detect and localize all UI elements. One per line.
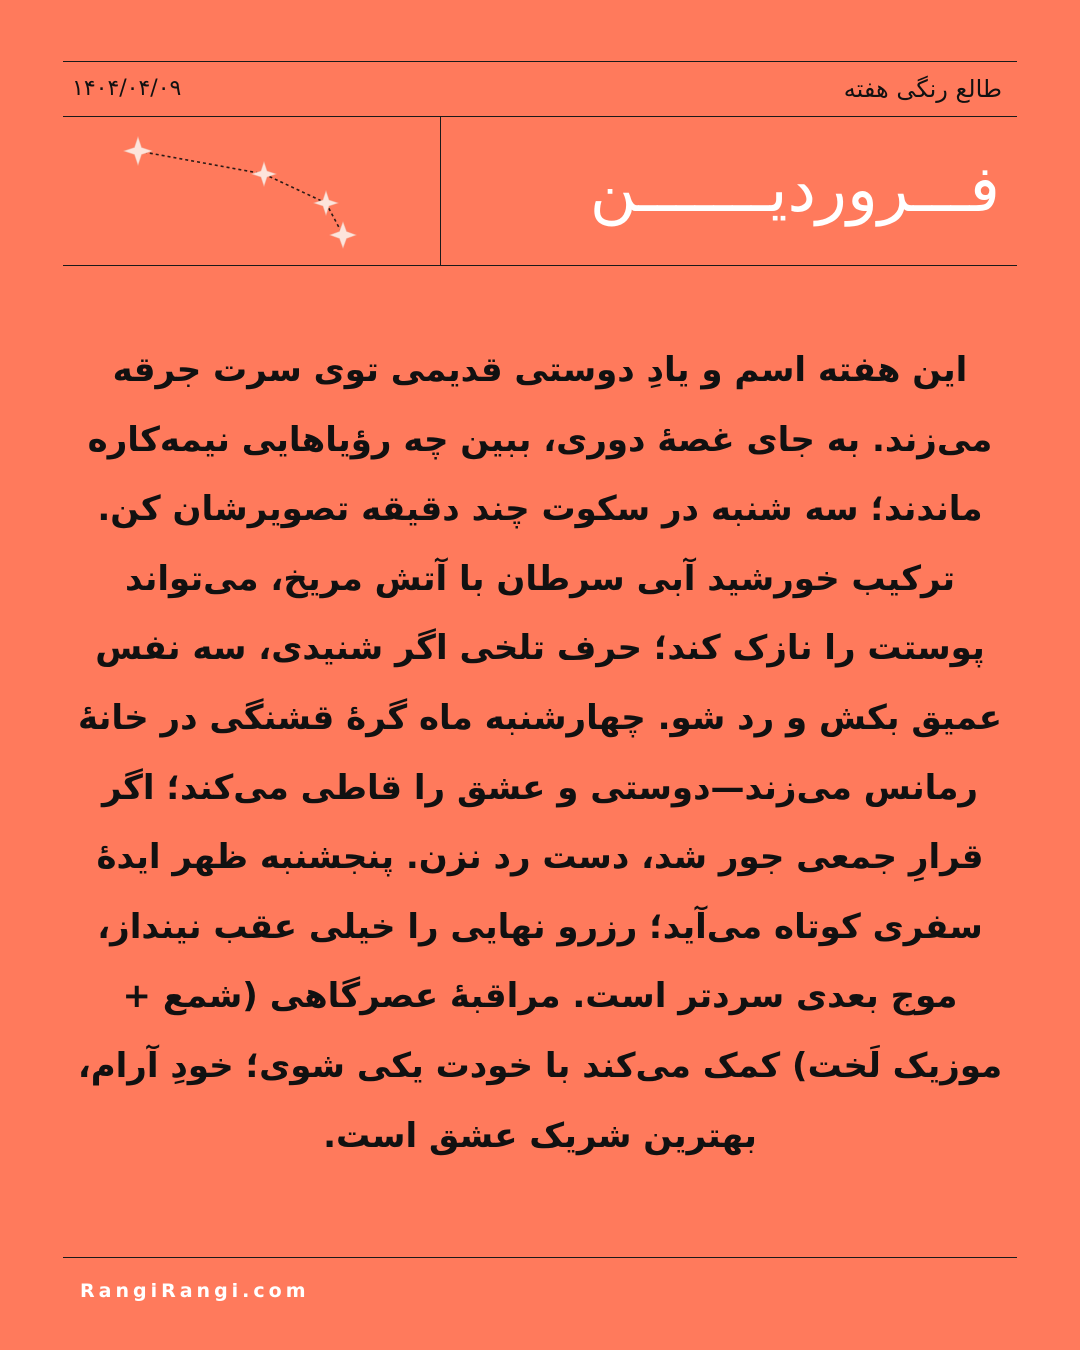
header-divider	[63, 116, 1017, 117]
month-name: فـــروردیـــــــن	[589, 153, 1000, 227]
sign-vertical-divider	[440, 117, 441, 265]
top-divider	[63, 61, 1017, 62]
website-link[interactable]: RangiRangi.com	[80, 1280, 310, 1302]
sign-divider	[63, 265, 1017, 266]
brand-title: طالع رنگی هفته	[843, 75, 1002, 103]
issue-date: ۱۴۰۴/۰۴/۰۹	[72, 76, 182, 101]
horoscope-text: این هفته اسم و یادِ دوستی قدیمی توی سرت جرقه می‌زند. به جای غصهٔ دوری، ببین چه رؤیاهایی نیمه‌کاره ماندند؛ سه شنبه در سکوت چند دقیقه تصویرشان کن. ترکیب خورشید آبی سرطان با آتش مریخ، می‌تواند پوستت را نازک کند؛ حرف تلخی اگر شنیدی، سه نفس عمیق بکش و رد شو. چهارشنبه ماه گرهٔ قشنگی در خانهٔ رمانس می‌زند—دوستی و عشق را قاطی می‌کند؛ اگر قرارِ جمعی جور شد، دست رد نزن. پنجشنبه ظهر ایدهٔ سفری کوتاه می‌آید؛ رزرو نهایی را خیلی عقب نینداز، موج بعدی سردتر است. مراقبهٔ عصرگاهی (شمع + موزیک لَخت) کمک می‌کند با خودت یکی شوی؛ خودِ آرام، بهترین شریک عشق است.	[77, 350, 1003, 1156]
aries-constellation-icon	[110, 125, 380, 260]
footer-divider	[63, 1257, 1017, 1258]
